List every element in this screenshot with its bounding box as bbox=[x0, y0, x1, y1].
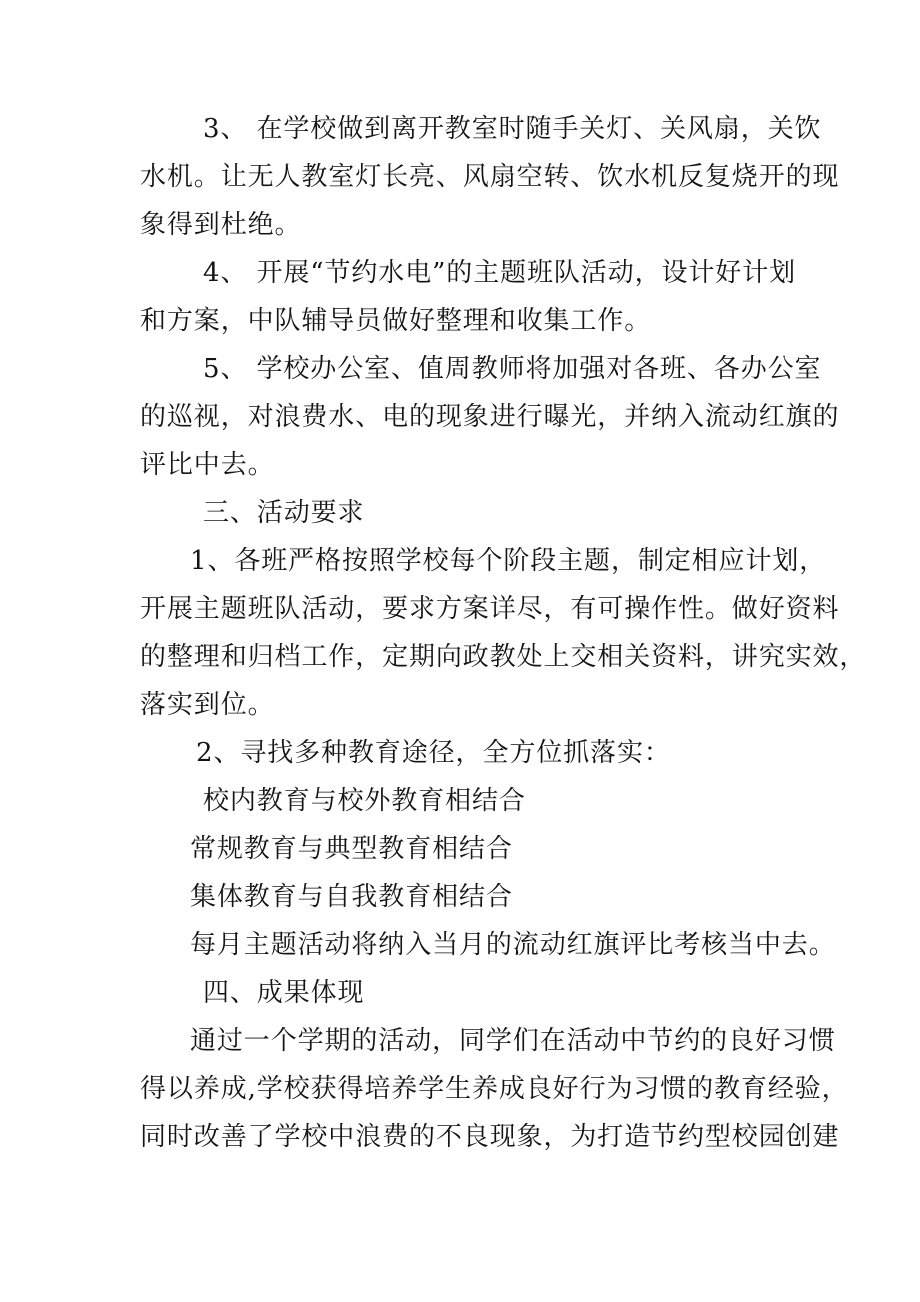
item-3-line-1: 3、 在学校做到离开教室时随手关灯、关风扇，关饮 bbox=[203, 114, 822, 144]
combination-3: 集体教育与自我教育相结合 bbox=[190, 882, 513, 912]
requirement-1-line-2: 开展主题班队活动，要求方案详尽，有可操作性。做好资料 bbox=[140, 594, 840, 624]
item-5-line-2: 的巡视，对浪费水、电的现象进行曝光，并纳入流动红旗的 bbox=[140, 402, 840, 432]
item-4-line-2: 和方案，中队辅导员做好整理和收集工作。 bbox=[140, 306, 652, 336]
item-3-line-2: 水机。让无人教室灯长亮、风扇空转、饮水机反复烧开的现 bbox=[140, 162, 840, 192]
combination-1: 校内教育与校外教育相结合 bbox=[203, 786, 526, 816]
results-line-3: 同时改善了学校中浪费的不良现象，为打造节约型校园创建 bbox=[140, 1122, 840, 1152]
item-5-line-1: 5、 学校办公室、值周教师将加强对各班、各办公室 bbox=[203, 354, 822, 384]
results-line-2: 得以养成,学校获得培养学生养成良好行为习惯的教育经验， bbox=[140, 1074, 849, 1104]
requirement-1-line-4: 落实到位。 bbox=[140, 690, 275, 720]
item-3-line-3: 象得到杜绝。 bbox=[140, 210, 302, 240]
item-4-line-1: 4、 开展“节约水电”的主题班队活动，设计好计划 bbox=[203, 258, 796, 288]
requirement-1-line-3: 的整理和归档工作，定期向政教处上交相关资料，讲究实效， bbox=[140, 642, 867, 672]
section-heading-requirements: 三、活动要求 bbox=[203, 498, 365, 528]
section-heading-results: 四、成果体现 bbox=[203, 978, 365, 1008]
requirement-2-line-1: 2、寻找多种教育途径，全方位抓落实： bbox=[196, 738, 671, 768]
combination-2: 常规教育与典型教育相结合 bbox=[190, 834, 513, 864]
monthly-activity-note: 每月主题活动将纳入当月的流动红旗评比考核当中去。 bbox=[190, 930, 836, 960]
results-line-1: 通过一个学期的活动，同学们在活动中节约的良好习惯 bbox=[190, 1026, 836, 1056]
requirement-1-line-1: 1、各班严格按照学校每个阶段主题，制定相应计划， bbox=[190, 546, 827, 576]
item-5-line-3: 评比中去。 bbox=[140, 450, 275, 480]
